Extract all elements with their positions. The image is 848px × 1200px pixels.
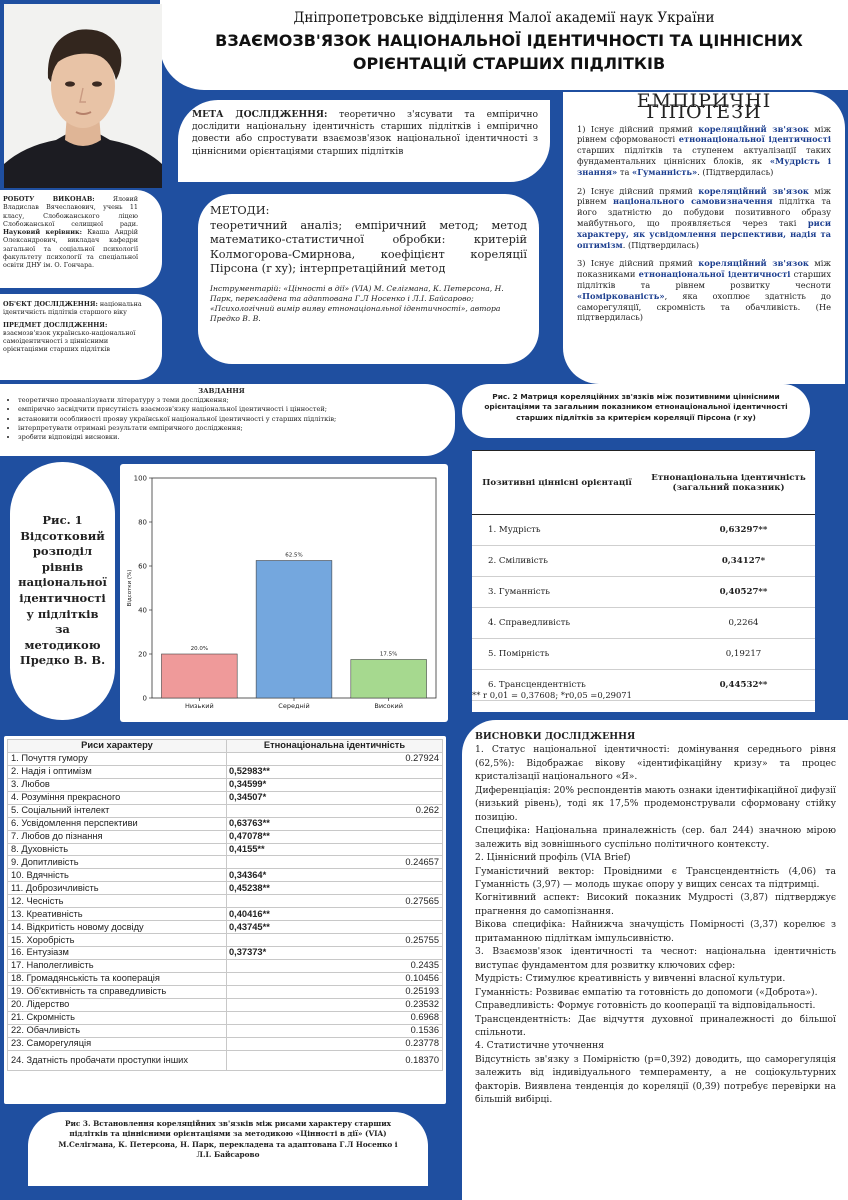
col-header-traits: Риси характеру xyxy=(8,740,227,753)
trait-correlation: 0.18370 xyxy=(227,1050,443,1070)
task-item: • встановити особливості прояву української національної ідентичності у старших підлітків; xyxy=(18,415,435,424)
h3-c: між показниками xyxy=(577,258,831,280)
trait-correlation: 0,34507* xyxy=(227,791,443,804)
trait-correlation: 0,34364* xyxy=(227,869,443,882)
h2-a: 2) Існує дійсний прямий xyxy=(577,185,699,196)
h2-g: . (Підтвердилась) xyxy=(622,239,700,250)
table-row xyxy=(8,972,443,985)
h2-d: національного самовизначення xyxy=(613,196,773,207)
table-row xyxy=(8,1024,443,1037)
methods-instruments: Інструментарій: «Цінності в дії» (VIA) М. Селігмана, К. Петерсона, Н. Парк, перекладена та адаптована Г.Л Носенко і Л.І. Байсарово; «Психологічний вимір вияву етнонаціональної ідентичності», автора Предко В. В. xyxy=(210,283,504,323)
methods-panel xyxy=(198,194,539,364)
research-goal xyxy=(178,100,550,182)
value-corr: 0,19217 xyxy=(642,639,815,670)
trait-name: 21. Скромність xyxy=(8,1011,227,1024)
trait-name: 14. Відкритість новому досвіду xyxy=(8,921,227,934)
tasks-title: ЗАВДАННЯ xyxy=(198,387,245,395)
author-photo xyxy=(4,4,162,188)
conclusions-body xyxy=(475,743,836,1106)
h1-a: 1) Існує дійсний прямий xyxy=(577,123,699,134)
figure-3-caption xyxy=(28,1112,428,1186)
trait-correlation: 0.25193 xyxy=(227,985,443,998)
table-row xyxy=(472,515,815,546)
subject-text: взаємозв'язок українсько-національної самоідентичності з ціннісними орієнтаціями старших підлітків xyxy=(3,328,136,354)
table-row xyxy=(8,1050,443,1070)
h1-e: старших підлітків та ступенем актуалізації таких фундаментальних ціннісних блоків, як xyxy=(577,145,831,166)
table-row xyxy=(8,869,443,882)
table-row xyxy=(8,1037,443,1050)
trait-correlation: 0,47078** xyxy=(227,830,443,843)
trait-correlation: 0.23532 xyxy=(227,998,443,1011)
table-row xyxy=(8,895,443,908)
object-text: національна ідентичність підлітків старшого віку xyxy=(3,300,142,317)
conclusions-panel xyxy=(462,720,848,1200)
bar-value-label: 20.0% xyxy=(190,646,209,652)
conclusion-paragraph: 2. Ціннісний профіль (VIA Brief) xyxy=(475,852,631,864)
trait-name: 22. Обачливість xyxy=(8,1024,227,1037)
hypotheses-title: ЕМПІРИЧНІ ГІПОТЕЗИ xyxy=(636,90,772,123)
research-object xyxy=(0,294,162,380)
trait-name: 12. Чесність xyxy=(8,895,227,908)
h2-f: риси характеру, як усвідомлення перспективи, надія та оптимізм xyxy=(577,217,831,250)
hypothesis-1 xyxy=(577,124,831,178)
subject-paragraph xyxy=(3,321,144,354)
trait-name: 9. Допитливість xyxy=(8,856,227,869)
trait-name: 7. Любов до пізнання xyxy=(8,830,227,843)
x-tick-label: Низький xyxy=(184,702,214,710)
tasks-panel xyxy=(0,384,455,456)
table-row xyxy=(8,843,443,856)
methods-text: теоретичний аналіз; емпіричний метод; метод математико-статистичної обробки: критерій Колмогорова-Смирнова, коефіцієнт кореляції Пірсона (r xy); інтерпретаційний метод xyxy=(210,218,527,276)
conclusion-paragraph: Гуманістичний вектор: Провідними є Трансцендентність (4,06) та Гуманність (3,97) — молодь шукає опору у вищих сенсах та підтримці. xyxy=(475,865,836,890)
traits-table xyxy=(7,739,443,1071)
h1-b: кореляційний зв'язок xyxy=(698,123,809,134)
significance-note: ** r 0,01 = 0,37608; *r0,05 =0,29071 xyxy=(472,690,632,700)
trait-correlation: 0,40416** xyxy=(227,908,443,921)
y-tick-label: 20 xyxy=(138,650,147,659)
hypothesis-3 xyxy=(577,258,831,323)
trait-name: 18. Громадянськість та кооперація xyxy=(8,972,227,985)
task-item: • емпірично засвідчити присутність взаємозв'язку національної ідентичності і цінностей; xyxy=(18,405,435,414)
h2-b: кореляційний зв'язок xyxy=(698,185,809,196)
table-row xyxy=(8,765,443,778)
trait-correlation: 0.27924 xyxy=(227,752,443,765)
table-row xyxy=(8,947,443,960)
y-tick-label: 40 xyxy=(138,606,147,615)
y-tick-label: 60 xyxy=(138,562,147,571)
conclusion-paragraph: Мудрість: Стимулює креативність у вивченні власної культури. xyxy=(475,973,786,985)
figure-2-table-panel xyxy=(472,450,815,712)
h1-c: між рівнем сформованості xyxy=(577,123,831,145)
author-label: РОБОТУ ВИКОНАВ: xyxy=(3,195,95,203)
h3-a: 3) Існує дійсний прямий xyxy=(577,258,699,269)
trait-name: 20. Лідерство xyxy=(8,998,227,1011)
bar xyxy=(161,654,237,698)
hypotheses-panel xyxy=(563,92,845,384)
trait-correlation: 0,37373* xyxy=(227,947,443,960)
table-row xyxy=(472,546,815,577)
trait-name: 3. Любов xyxy=(8,778,227,791)
h1-g: та xyxy=(617,166,633,177)
supervisor-text: Кваша Андрій Олександрович, викладач кафедри загальної та соціальної психології факультету психології та спеціальної освіти ДНУ ім. О. Гончара. xyxy=(3,228,138,270)
table-row xyxy=(8,1011,443,1024)
table-row xyxy=(8,934,443,947)
table-row xyxy=(8,791,443,804)
value-corr: 0,34127* xyxy=(642,546,815,577)
value-corr: 0,40527** xyxy=(642,577,815,608)
value-name: 4. Справедливість xyxy=(472,608,642,639)
hypothesis-2 xyxy=(577,186,831,251)
trait-name: 24. Здатність пробачати проступки інших xyxy=(8,1050,227,1070)
figure-2-caption xyxy=(462,384,810,438)
table-row xyxy=(8,830,443,843)
methods-title: МЕТОДИ: xyxy=(210,204,270,217)
y-tick-label: 0 xyxy=(142,694,147,703)
subject-label: ПРЕДМЕТ ДОСЛІДЖЕННЯ: xyxy=(3,320,108,329)
trait-name: 17. Наполегливість xyxy=(8,959,227,972)
y-tick-label: 80 xyxy=(138,518,147,527)
conclusion-paragraph: Гуманність: Розвиває емпатію та готовність до допомоги («Доброта»). xyxy=(475,986,818,998)
object-label: ОБ'ЄКТ ДОСЛІДЖЕННЯ: xyxy=(3,300,98,308)
trait-name: 15. Хоробрість xyxy=(8,934,227,947)
table-row xyxy=(8,998,443,1011)
table-row xyxy=(8,752,443,765)
goal-label: МЕТА ДОСЛІДЖЕННЯ: xyxy=(192,109,328,120)
figure-1-caption-text: Рис. 1 Відсотковий розподіл рівнів національної ідентичності у підлітків за методикою Предко В. В. xyxy=(18,513,107,668)
trait-name: 6. Усвідомлення перспективи xyxy=(8,817,227,830)
figure-3-table-panel xyxy=(4,736,446,1104)
table-row xyxy=(8,778,443,791)
organization-name: Дніпропетровське відділення Малої академії наук України xyxy=(293,10,715,26)
x-tick-label: Середній xyxy=(278,702,310,710)
table-row xyxy=(8,959,443,972)
trait-name: 11. Доброзичливість xyxy=(8,882,227,895)
h2-e: підлітка та його здатністю до побудови позитивного образу майбутнього, що проявляється через такі xyxy=(577,196,831,228)
table-row xyxy=(8,817,443,830)
bar-value-label: 17.5% xyxy=(379,651,398,658)
h2-c: між рівнем xyxy=(577,185,831,207)
trait-correlation: 0.262 xyxy=(227,804,443,817)
poster-header xyxy=(160,0,848,90)
table-header-row xyxy=(472,451,815,515)
trait-name: 10. Вдячність xyxy=(8,869,227,882)
trait-correlation: 0.6968 xyxy=(227,1011,443,1024)
h3-f: «Поміркованість» xyxy=(577,290,665,301)
trait-correlation: 0,45238** xyxy=(227,882,443,895)
trait-name: 23. Саморегуляція xyxy=(8,1037,227,1050)
trait-correlation: 0.10456 xyxy=(227,972,443,985)
value-name: 6. Трансцендентність xyxy=(472,670,642,701)
value-name: 5. Помірність xyxy=(472,639,642,670)
trait-correlation: 0.1536 xyxy=(227,1024,443,1037)
trait-correlation: 0,52983** xyxy=(227,765,443,778)
bar-chart xyxy=(120,464,448,722)
conclusion-paragraph: Когнітивний аспект: Високий показник Мудрості (3,87) підтверджує прагнення до самопізнання. xyxy=(475,892,836,917)
conclusion-paragraph: Відсутність зв'язку з Помірністю (p=0,392) доводить, що саморегуляція залежить від індивідуального темпераменту, а не соціокультурних факторів. Виявлена тенденція до кореляції (0,39) потребує перевірки на більшій вибірці. xyxy=(475,1053,836,1106)
table-row xyxy=(472,639,815,670)
value-name: 3. Гуманність xyxy=(472,577,642,608)
h3-g: , яка охоплює здатність до саморегуляції, скромність та обачливість. (Не підтвердилась) xyxy=(577,290,831,323)
trait-correlation: 0,43745** xyxy=(227,921,443,934)
conclusion-paragraph: 3. Взаємозв'язок ідентичності та чеснот: національна ідентичність виступає фундаментом для розвитку ключових сфер: xyxy=(475,946,836,971)
trait-correlation: 0,34599* xyxy=(227,778,443,791)
h1-h: «Гуманність» xyxy=(632,166,698,177)
object-paragraph xyxy=(3,300,144,317)
table-row xyxy=(8,856,443,869)
figure-2-caption-text: Рис. 2 Матриця кореляційних зв'язків між позитивними ціннісними орієнтаціями та загальним показником етнонаціональної ідентичності старших підлітків за критерієм кореляції Пірсона (r xy) xyxy=(484,392,788,422)
table-row xyxy=(8,804,443,817)
h3-d: етнонаціональної ідентичності xyxy=(638,269,791,280)
conclusion-paragraph: 4. Статистичне уточнення xyxy=(475,1040,605,1052)
value-corr: 0,63297** xyxy=(642,515,815,546)
trait-correlation: 0.25755 xyxy=(227,934,443,947)
col-header-values: Позитивні ціннісні орієнтації xyxy=(472,451,642,515)
trait-correlation: 0,4155** xyxy=(227,843,443,856)
trait-correlation: 0.24657 xyxy=(227,856,443,869)
author-text: Яловий Владислав Вячеславович, учень 11 класу, Слобожанського ліцею Слобожанської селищної ради. xyxy=(3,195,138,228)
conclusion-paragraph: 1. Статус національної ідентичності: домінування середнього рівня (62,5%): Відображає вікову «ідентифікаційну кризу» та процес кристалізації національного «Я». xyxy=(475,744,836,783)
trait-name: 13. Креативність xyxy=(8,908,227,921)
trait-correlation: 0.23778 xyxy=(227,1037,443,1050)
figure-1-caption xyxy=(10,462,115,720)
h1-d: етнонаціональної ідентичності xyxy=(678,134,831,145)
bar xyxy=(351,660,427,699)
conclusion-paragraph: Диференціація: 20% респондентів мають ознаки ідентифікаційної дифузії (низький рівень), тоді як 17,5% продемонстрували сформовану стійку позицію. xyxy=(475,784,836,823)
x-tick-label: Високий xyxy=(374,702,403,710)
h3-e: старших підлітків та рівнем розвитку чесноти xyxy=(577,269,831,290)
figure-3-caption-text: Рис 3. Встановлення кореляційних зв'язків між рисами характеру старших підлітків та ціннісними орієнтаціями за методикою «Цінності в дії» (VIA) М.Селігмана, К. Петерсона, Н. Парк, перекладена та адаптована Г.Л Носенко і Л.І. Байсарово xyxy=(58,1119,398,1160)
author-portrait-icon xyxy=(4,4,162,188)
table-row xyxy=(8,985,443,998)
goal-text: теоретично з'ясувати та емпірично дослідити національну ідентичність старших підлітків і емпірично довести або спростувати взаємозв'язок національної ідентичності з ціннісними орієнтаціями старших підлітків xyxy=(192,109,538,157)
table-row xyxy=(8,908,443,921)
trait-name: 19. Об'єктивність та справедливість xyxy=(8,985,227,998)
conclusion-paragraph: Вікова специфіка: Найнижча значущість Помірності (3,37) корелює з притаманною підліткам імпульсивністю. xyxy=(475,919,836,944)
col-header-identity: Етнонаціональна ідентичність xyxy=(227,740,443,753)
trait-name: 1. Почуття гумору xyxy=(8,752,227,765)
trait-name: 4. Розуміння прекрасного xyxy=(8,791,227,804)
y-tick-label: 100 xyxy=(133,474,147,483)
author-info xyxy=(0,190,162,288)
table-header-row xyxy=(8,740,443,753)
bar-value-label: 62.5% xyxy=(285,552,303,559)
task-item: • інтерпретувати отримані результати емпіричного дослідження; xyxy=(18,424,435,433)
bar xyxy=(256,561,332,699)
correlation-table xyxy=(472,450,815,701)
y-axis-label: Відсотки (%) xyxy=(127,569,133,607)
conclusions-title: ВИСНОВКИ ДОСЛІДЖЕННЯ xyxy=(475,731,636,742)
table-row xyxy=(472,608,815,639)
value-corr: 0,2264 xyxy=(642,608,815,639)
value-name: 2. Сміливість xyxy=(472,546,642,577)
task-item: • теоретично проаналізувати літературу з теми дослідження; xyxy=(18,396,435,405)
table-row xyxy=(472,577,815,608)
conclusion-paragraph: Трансцендентність: Дає відчуття духовної приналежності до більшої спільноти. xyxy=(475,1013,836,1038)
conclusion-paragraph: Справедливість: Формує готовність до кооперації та відповідальності. xyxy=(475,1000,816,1012)
supervisor-label: Науковий керівник: xyxy=(3,228,82,237)
value-name: 1. Мудрість xyxy=(472,515,642,546)
poster-title: ВЗАЄМОЗВ'ЯЗОК НАЦІОНАЛЬНОЇ ІДЕНТИЧНОСТІ ТА ЦІННІСНИХ ОРІЄНТАЦІЙ СТАРШИХ ПІДЛІТКІВ xyxy=(215,31,803,73)
table-row xyxy=(8,921,443,934)
h1-i: . (Підтвердилась) xyxy=(697,166,774,177)
trait-name: 16. Ентузіазм xyxy=(8,947,227,960)
trait-correlation: 0.27565 xyxy=(227,895,443,908)
col-header-identity: Етнонаціональна ідентичність (загальний показник) xyxy=(642,451,815,515)
trait-name: 5. Соціальний інтелект xyxy=(8,804,227,817)
trait-name: 2. Надія і оптимізм xyxy=(8,765,227,778)
trait-correlation: 0.2435 xyxy=(227,959,443,972)
task-item: • зробити відповідні висновки. xyxy=(18,433,435,442)
value-corr: 0,44532** xyxy=(642,670,815,701)
h1-f: «Мудрість і знання» xyxy=(577,155,832,177)
trait-correlation: 0,63763** xyxy=(227,817,443,830)
conclusion-paragraph: Специфіка: Національна приналежність (сер. бал 244) значною мірою залежить від зовнішнього суспільно політичного контексту. xyxy=(475,825,836,850)
h3-b: кореляційний зв'язок xyxy=(698,258,809,269)
tasks-list xyxy=(8,396,435,442)
figure-1-chart xyxy=(120,464,448,722)
table-row xyxy=(8,882,443,895)
trait-name: 8. Духовність xyxy=(8,843,227,856)
